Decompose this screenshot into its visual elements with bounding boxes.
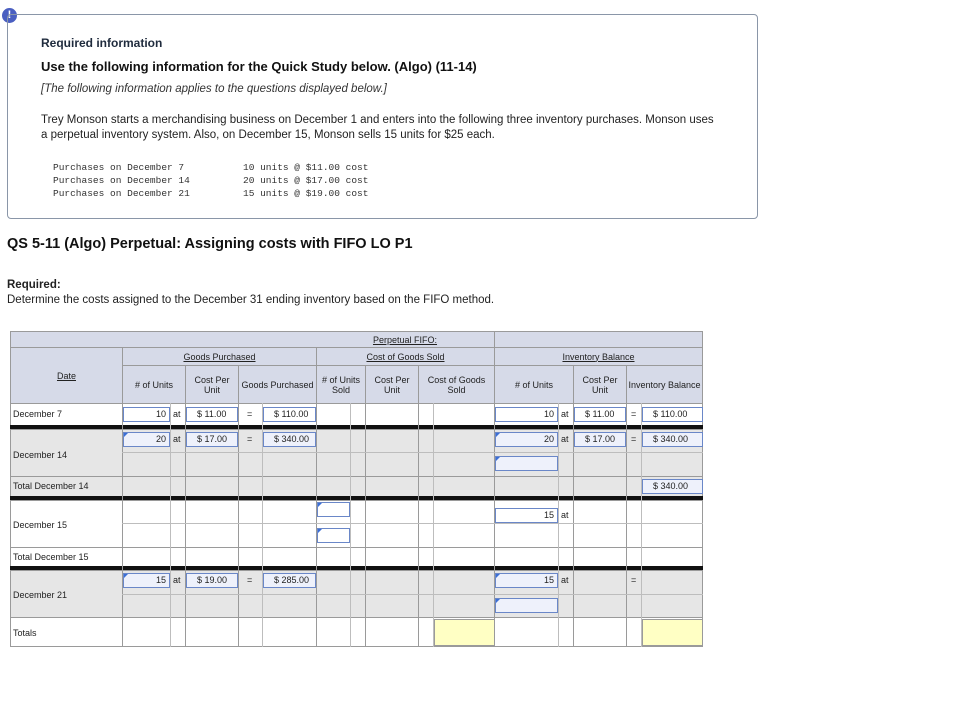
inventory-balance-group: Inventory Balance (494, 347, 703, 366)
row-label-dec7: December 7 (13, 409, 63, 419)
input-marker-icon (318, 503, 322, 507)
total-cogs-input[interactable] (434, 619, 495, 646)
purchase-row: Purchases on December 21 15 units @ $19.00 cost (53, 188, 369, 199)
sold-cost-header: Cost Per Unit (365, 365, 419, 404)
dec14-inventory-balance[interactable]: $ 340.00 (642, 432, 703, 447)
input-marker-icon (496, 574, 500, 578)
dec21-balance-units-2[interactable] (495, 598, 558, 613)
goods-purchased-group: Goods Purchased (122, 347, 317, 366)
perpetual-fifo-title: Perpetual FIFO: (315, 331, 495, 348)
at-label: at (561, 575, 569, 585)
alert-icon: ! (2, 8, 17, 23)
row-label-dec15: December 15 (13, 520, 68, 530)
input-marker-icon (124, 433, 128, 437)
table-row (10, 617, 703, 647)
total14-inventory-balance[interactable]: $ 340.00 (642, 479, 703, 494)
at-label: at (561, 510, 569, 520)
input-marker-icon (318, 529, 322, 533)
goods-purchased-header: Goods Purchased (238, 365, 317, 404)
table-row (10, 547, 703, 567)
dec21-purchased-cost[interactable]: $ 19.00 (186, 573, 238, 588)
row-label-total15: Total December 15 (13, 552, 89, 562)
col-line (626, 403, 627, 647)
required-label: Required: (7, 279, 61, 291)
cogs-header: Cost of Goods Sold (418, 365, 495, 404)
balance-units-header: # of Units (494, 365, 574, 404)
dec7-balance-cost[interactable]: $ 11.00 (574, 407, 626, 422)
required-information-heading: Required information (41, 36, 163, 50)
equals-label: = (247, 409, 253, 419)
dec14-purchased-cost[interactable]: $ 17.00 (186, 432, 238, 447)
row-label-dec21: December 21 (13, 590, 68, 600)
equals-label: = (631, 575, 637, 585)
at-label: at (173, 409, 181, 419)
col-line (418, 403, 419, 647)
input-marker-icon (496, 433, 500, 437)
at-label: at (173, 575, 181, 585)
dec14-balance-cost[interactable]: $ 17.00 (574, 432, 626, 447)
input-marker-icon (496, 457, 500, 461)
inventory-balance-header: Inventory Balance (626, 365, 703, 404)
at-label: at (561, 409, 569, 419)
at-label: at (173, 434, 181, 444)
question-title: QS 5-11 (Algo) Perpetual: Assigning costs with FIFO LO P1 (7, 236, 413, 252)
header-bg (494, 331, 703, 348)
dec21-balance-units[interactable]: 15 (495, 573, 558, 588)
cogs-group: Cost of Goods Sold (316, 347, 495, 366)
equals-label: = (631, 434, 637, 444)
purchased-units-header: # of Units (122, 365, 186, 404)
input-marker-icon (496, 599, 500, 603)
scenario-text: Trey Monson starts a merchandising business on December 1 and enters into the following three inventory purchases. Monson uses a perpetual inventory system. Also, on December 15, Monson sells 15 units for $25 each. (41, 114, 714, 141)
purchase-row: Purchases on December 7 10 units @ $11.00 cost (53, 162, 369, 173)
dec21-goods-purchased[interactable]: $ 285.00 (263, 573, 316, 588)
total-inventory-balance-input[interactable] (642, 619, 703, 646)
input-marker-icon (124, 574, 128, 578)
date-header: Date (10, 347, 123, 404)
purchased-cost-header: Cost Per Unit (185, 365, 239, 404)
dec15-balance-units[interactable]: 15 (495, 508, 558, 523)
row-line (122, 523, 703, 524)
purchases-list (53, 161, 368, 200)
dec21-purchased-units[interactable]: 15 (123, 573, 170, 588)
row-label-dec14: December 14 (13, 450, 68, 460)
header-bg (10, 331, 316, 348)
units-sold-header: # of Units Sold (316, 365, 366, 404)
dec14-balance-units-2[interactable] (495, 456, 558, 471)
dec14-purchased-units[interactable]: 20 (123, 432, 170, 447)
row-line (122, 594, 703, 595)
col-line (350, 403, 351, 647)
balance-cost-header: Cost Per Unit (573, 365, 627, 404)
dec7-balance-units[interactable]: 10 (495, 407, 558, 422)
required-text: Determine the costs assigned to the December 31 ending inventory based on the FIFO method. (7, 294, 495, 306)
row-label-total14: Total December 14 (13, 481, 89, 491)
dec14-goods-purchased[interactable]: $ 340.00 (263, 432, 316, 447)
dec14-balance-units[interactable]: 20 (495, 432, 558, 447)
table-row (10, 500, 703, 548)
row-line (122, 452, 703, 453)
equals-label: = (631, 409, 637, 419)
equals-label: = (247, 575, 253, 585)
equals-label: = (247, 434, 253, 444)
dec7-purchased-units[interactable]: 10 (123, 407, 170, 422)
info-title: Use the following information for the Quick Study below. (Algo) (11-14) (41, 59, 477, 74)
table-row (10, 476, 703, 497)
dec7-goods-purchased[interactable]: $ 110.00 (263, 407, 316, 422)
col-line (365, 403, 366, 647)
at-label: at (561, 434, 569, 444)
applies-note: [The following information applies to the questions displayed below.] (41, 83, 387, 95)
col-line (558, 403, 559, 647)
dec7-inventory-balance[interactable]: $ 110.00 (642, 407, 703, 422)
col-line (238, 403, 239, 647)
dec7-purchased-cost[interactable]: $ 11.00 (186, 407, 238, 422)
col-line (433, 403, 434, 647)
col-line (170, 403, 171, 647)
row-label-totals: Totals (13, 628, 37, 638)
purchase-row: Purchases on December 14 20 units @ $17.00 cost (53, 175, 369, 186)
col-line (316, 403, 317, 647)
